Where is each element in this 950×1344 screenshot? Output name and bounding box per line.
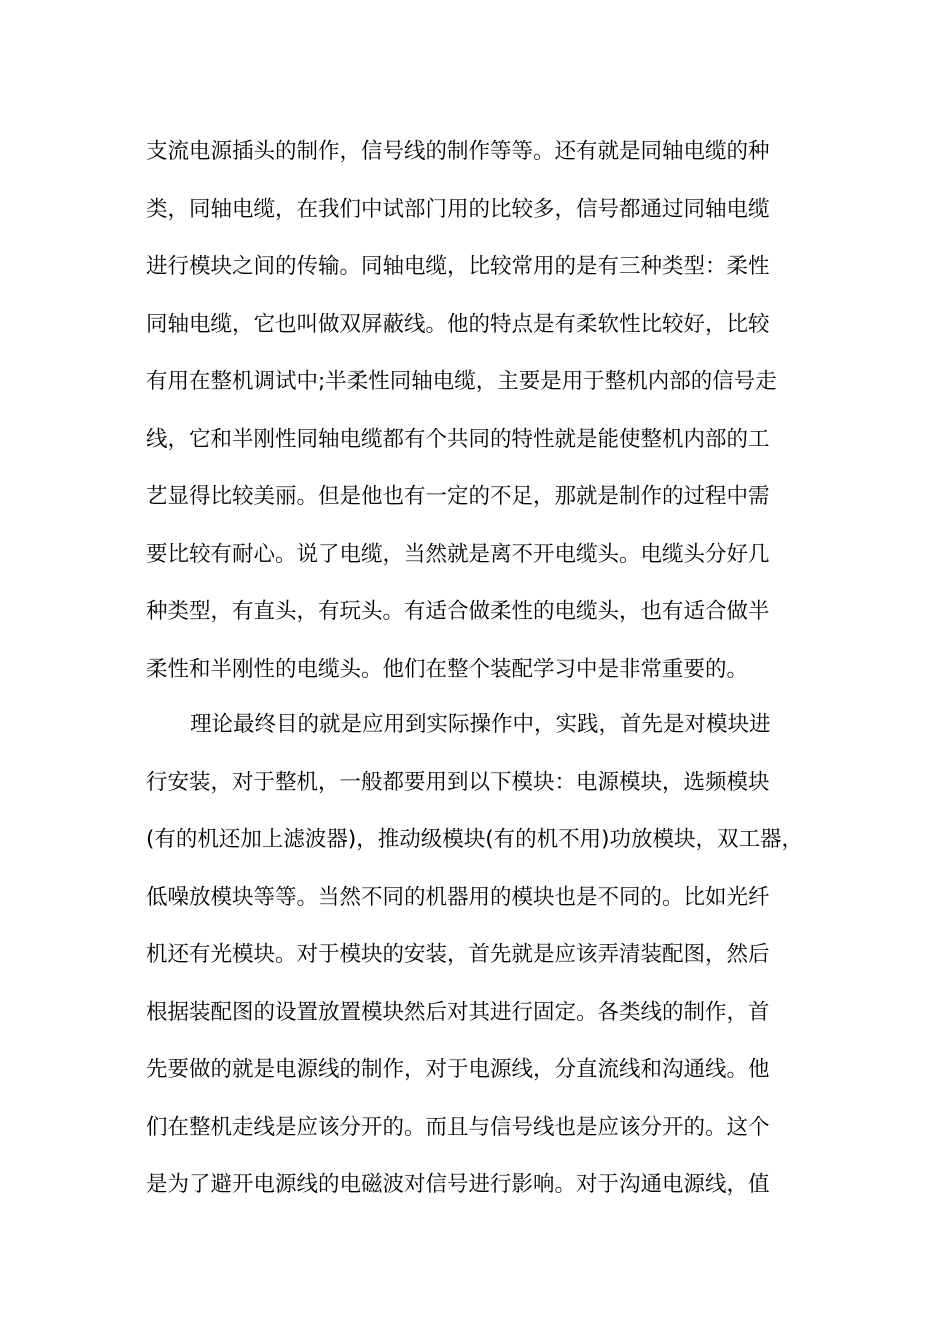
paragraph-line: (有的机还加上滤波器)，推动级模块(有的机不用)功放模块，双工器， xyxy=(146,827,804,852)
paragraph-line: 低噪放模块等等。当然不同的机器用的模块也是不同的。比如光纤 xyxy=(146,884,770,910)
paragraph-line: 进行模块之间的传输。同轴电缆，比较常用的是有三种类型：柔性 xyxy=(146,254,770,279)
paragraph-line: 艺显得比较美丽。但是他也有一定的不足，那就是制作的过程中需 xyxy=(146,484,770,509)
paragraph-line: 同轴电缆，它也叫做双屏蔽线。他的特点是有柔软性比较好，比较 xyxy=(146,311,770,337)
paragraph-line: 柔性和半刚性的电缆头。他们在整个装配学习中是非常重要的。 xyxy=(146,656,749,682)
paragraph-1 xyxy=(146,123,810,698)
paragraph-line: 支流电源插头的制作，信号线的制作等等。还有就是同轴电缆的种 xyxy=(146,139,770,164)
paragraph-line: 类，同轴电缆，在我们中试部门用的比较多，信号都通过同轴电缆 xyxy=(146,196,770,222)
paragraph-line: 有用在整机调试中;半柔性同轴电缆，主要是用于整机内部的信号走 xyxy=(146,369,777,394)
paragraph-line: 们在整机走线是应该分开的。而且与信号线也是应该分开的。这个 xyxy=(146,1114,770,1140)
paragraph-line: 行安装，对于整机，一般都要用到以下模块：电源模块，选频模块 xyxy=(146,769,770,795)
paragraph-line: 根据装配图的设置放置模块然后对其进行固定。各类线的制作，首 xyxy=(146,999,770,1025)
paragraph-line: 机还有光模块。对于模块的安装，首先就是应该弄清装配图，然后 xyxy=(146,942,770,967)
paragraph-2 xyxy=(146,696,810,1214)
paragraph-line: 种类型，有直头，有玩头。有适合做柔性的电缆头，也有适合做半 xyxy=(146,599,770,624)
paragraph-line: 要比较有耐心。说了电缆，当然就是离不开电缆头。电缆头分好几 xyxy=(146,541,770,567)
paragraph-line: 先要做的就是电源线的制作，对于电源线，分直流线和沟通线。他 xyxy=(146,1057,770,1082)
paragraph-line: 理论最终目的就是应用到实际操作中，实践，首先是对模块进 xyxy=(190,712,771,737)
paragraph-line: 线，它和半刚性同轴电缆都有个共同的特性就是能使整机内部的工 xyxy=(146,426,770,452)
paragraph-line: 是为了避开电源线的电磁波对信号进行影响。对于沟通电源线，值 xyxy=(146,1172,770,1197)
